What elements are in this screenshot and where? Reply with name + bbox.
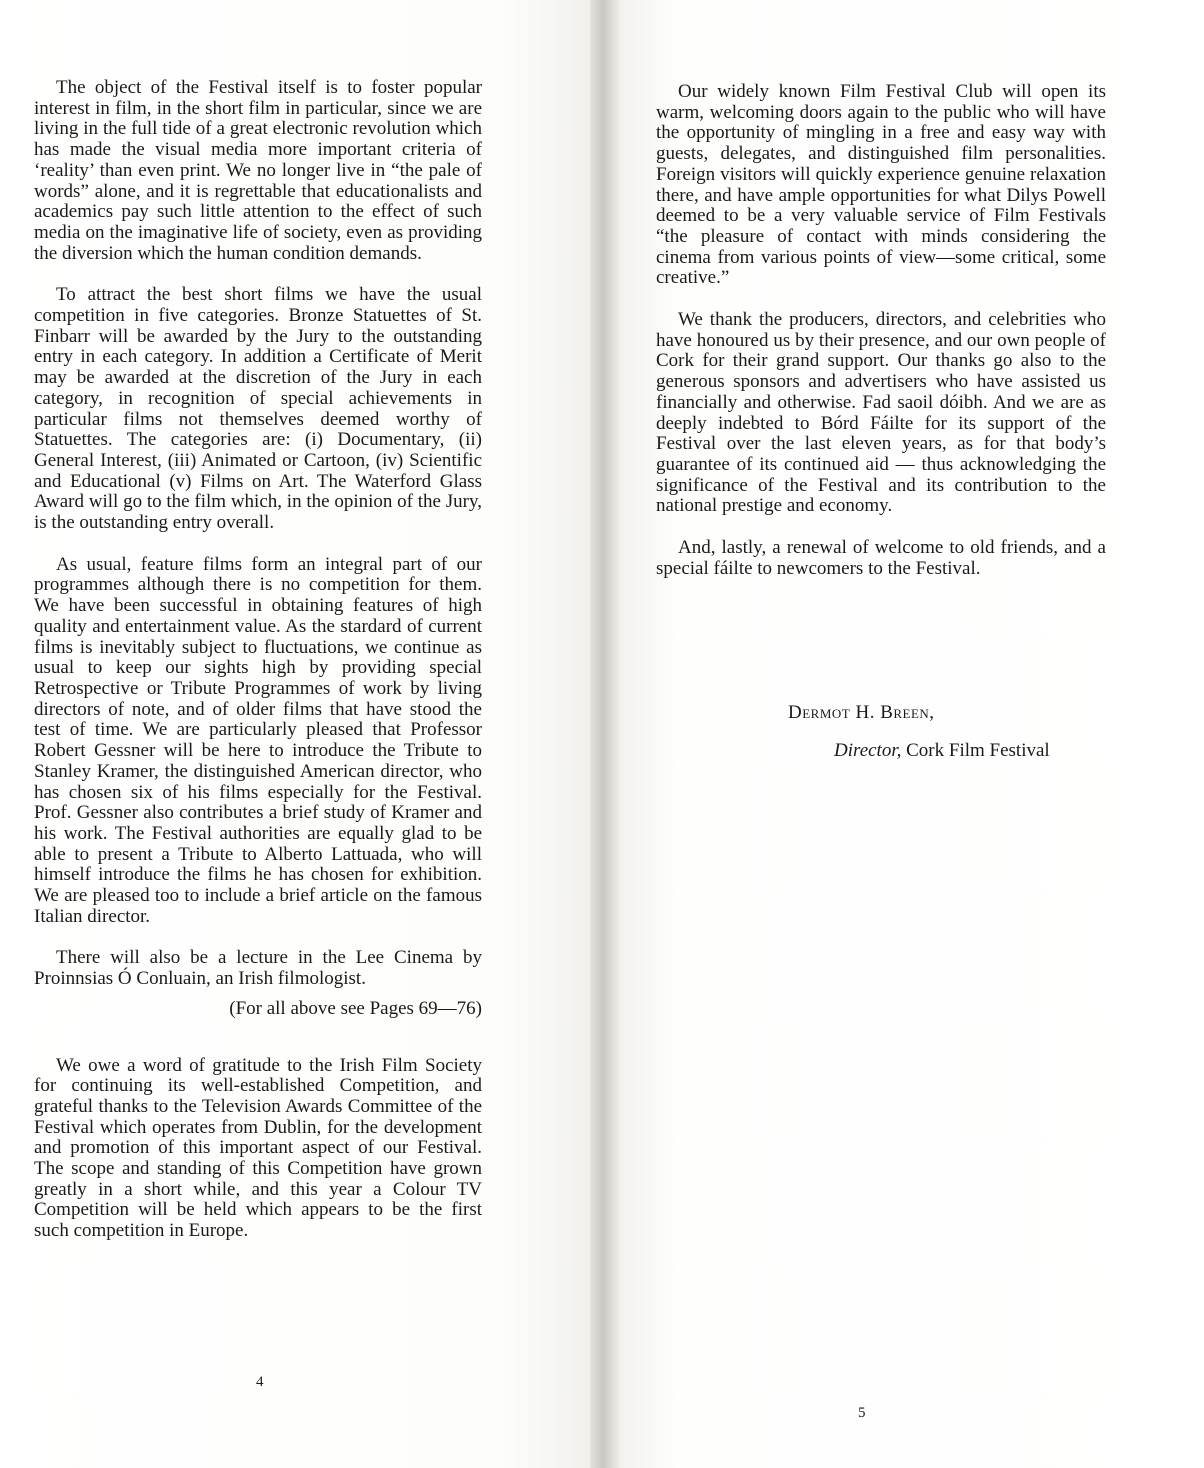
paragraph-festival-club: Our widely known Film Festival Club will open its warm, welcoming doors again to the public who will have the opportunity of mingling in a free and easy way with guests, delegates, and distinguished film personalities. Foreign visitors will quickly experience genuine relaxation there, and have ample opportunities for what Dilys Powell deemed to be a very valuable service of Film Festivals “the pleasure of contact with minds considering the cinema from various points of view—some critical, some creative.”: [656, 81, 1106, 289]
right-text-column: [656, 82, 1106, 579]
left-page: [0, 0, 590, 1468]
paragraph-thanks: We thank the producers, directors, and celebrities who have honoured us by their presence, and our own people of Cork for their grand support. Our thanks go also to the generous sponsors and advertisers who have assisted us financially and otherwise. Fad saoil dóibh. And we are as deeply indebted to Bórd Fáilte for its support of the Festival over the last eleven years, as for that body’s guarantee of its continued aid — thus acknowledging the significance of the Festival and its contribution to the national prestige and economy.: [656, 309, 1106, 517]
paragraph-welcome: And, lastly, a renewal of welcome to old friends, and a special fáilte to newcomers to the Festival.: [656, 537, 1106, 579]
book-gutter: [590, 0, 620, 1468]
signature-role: Director,: [834, 740, 902, 761]
pages-reference-note: (For all above see Pages 69—76): [229, 997, 482, 1019]
paragraph-gratitude: We owe a word of gratitude to the Irish Film Society for continuing its well-established Competition, and grateful thanks to the Television Awards Committee of the Festival which operates from Dublin, for the development and promotion of this important aspect of our Festival. The scope and standing of this Competition have grown greatly in a short while, and this year a Colour TV Competition will be held which appears to be the first such competition in Europe.: [34, 1054, 482, 1242]
right-page: [620, 0, 1204, 1468]
signature-name: Dermot H. Breen,: [788, 702, 935, 723]
paragraph-feature-films: As usual, feature films form an integral part of our programmes although there is no competition for them. We have been successful in obtaining features of high quality and entertainment value. As the stardard of current films is inevitably subject to fluctuations, we continue as usual to keep our sights high by providing special Retrospective or Tribute Programmes of work by living directors of note, and of older films that have stood the test of time. We are particularly pleased that Professor Robert Gessner will be here to introduce the Tribute to Stanley Kramer, the distinguished American director, who has chosen six of his films especially for the Festival. Prof. Gessner also contributes a brief study of Kramer and his work. The Festival authorities are equally glad to be able to present a Tribute to Alberto Lattuada, who will himself introduce the films he has chosen for exhibition. We are pleased too to include a brief article on the famous Italian director.: [34, 553, 482, 927]
paragraph-competition-categories: To attract the best short films we have the usual competition in five categories. Bronze Statuettes of St. Finbarr will be awarded by the Jury to the outstanding entry in each category. In addition a Certificate of Merit may be awarded at the discretion of the Jury in each category, in recognition of special achievements in particular films not themselves deemed worthy of Statuettes. The categories are: (i) Documentary, (ii) General Interest, (iii) Animated or Cartoon, (iv) Scientific and Educational (v) Films on Art. The Waterford Glass Award will go to the film which, in the opinion of the Jury, is the outstanding entry overall.: [34, 284, 482, 534]
signature-title: [834, 740, 1050, 762]
paragraph-lecture: There will also be a lecture in the Lee Cinema by Proinnsias Ó Conluain, an Irish filmologist.: [34, 947, 482, 990]
page-number-left: 4: [256, 1374, 264, 1390]
signature-organization: Cork Film Festival: [906, 740, 1050, 761]
left-text-column: [34, 78, 482, 1242]
page-number-right: 5: [858, 1405, 866, 1421]
paragraph-festival-object: The object of the Festival itself is to foster popular interest in film, in the short film in particular, since we are living in the full tide of a great electronic revolution which has made the visual media more important criteria of ‘reality’ than even print. We no longer live in “the pale of words” alone, and it is regrettable that educationalists and academics pay such little attention to the effect of such media on the imaginative life of society, even as providing the diversion which the human condition demands.: [34, 77, 482, 264]
